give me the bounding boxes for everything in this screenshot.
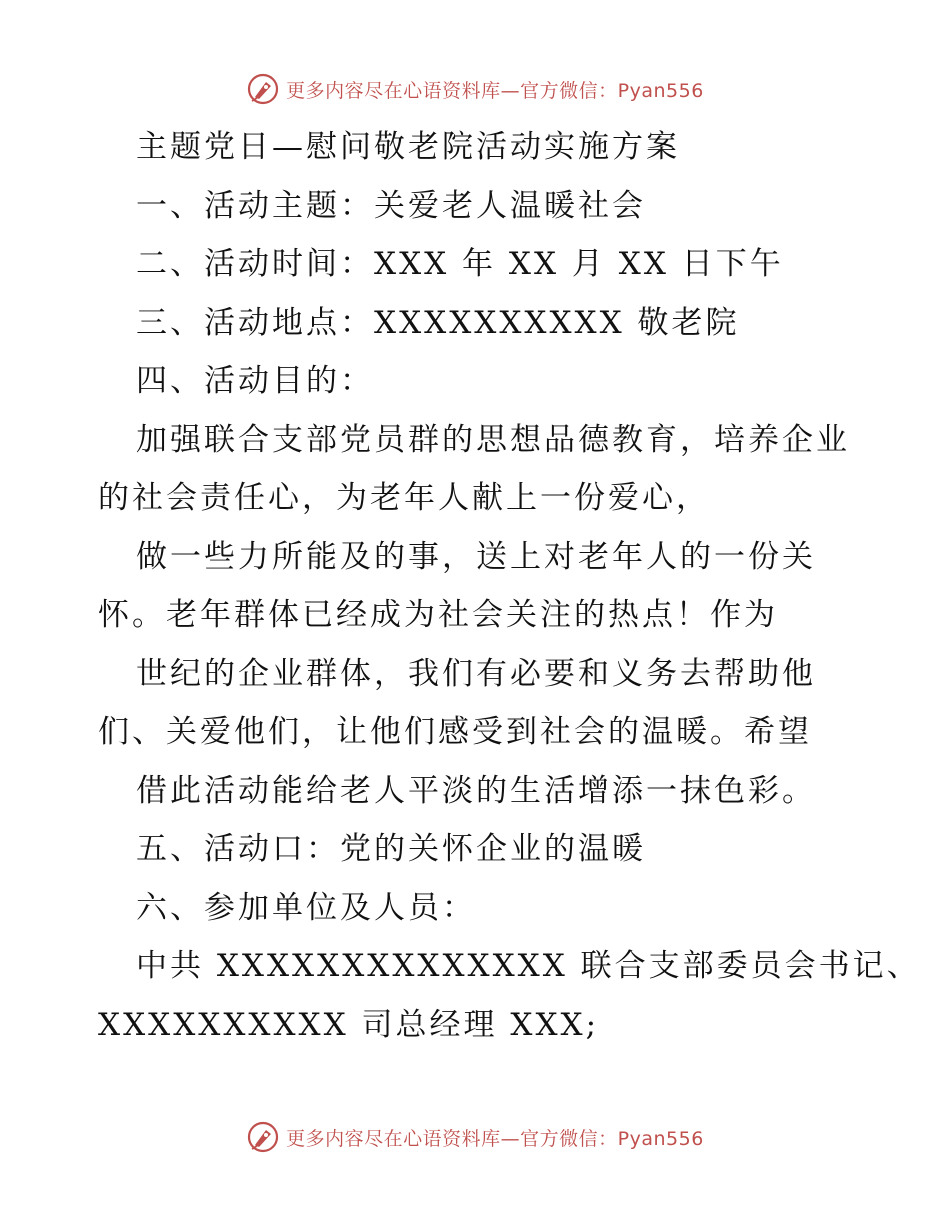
document-body: [98, 118, 921, 1054]
header-banner: [0, 72, 950, 106]
pen-nib-logo-icon: [246, 72, 280, 106]
footer-banner-text: 更多内容尽在心语资料库—官方微信：Pyan556: [286, 1127, 704, 1150]
section-time: 二、活动时间：XXX 年 XX 月 XX 日下午: [136, 246, 784, 282]
section-slogan: 五、活动口：党的关怀企业的温暖: [136, 831, 646, 867]
section-theme: 一、活动主题：关爱老人温暖社会: [136, 187, 646, 224]
footer-banner: [0, 1120, 950, 1154]
paragraph-line: 借此活动能给老人平淡的生活增添一抹色彩。: [136, 772, 816, 809]
paragraph-line: 中共 XXXXXXXXXXXXXX 联合支部委员会书记、: [136, 948, 921, 984]
paragraph-line: 的社会责任心，为老年人献上一份爱心，: [98, 480, 710, 516]
paragraph-line: 做一些力所能及的事，送上对老年人的一份关: [136, 538, 816, 575]
paragraph-line: 加强联合支部党员群的思想品德教育，培养企业: [136, 421, 850, 458]
document-title: 主题党日—慰问敬老院活动实施方案: [136, 129, 680, 165]
pen-nib-logo-icon: [246, 1120, 280, 1154]
paragraph-line: 世纪的企业群体，我们有必要和义务去帮助他: [136, 655, 816, 692]
paragraph-line: XXXXXXXXXX 司总经理 XXX;: [98, 1006, 600, 1043]
section-location: 三、活动地点：XXXXXXXXXX 敬老院: [136, 304, 740, 341]
section-purpose-heading: 四、活动目的：: [136, 363, 374, 399]
paragraph-line: 们、关爱他们，让他们感受到社会的温暖。希望: [98, 714, 812, 750]
paragraph-line: 怀。老年群体已经成为社会关注的热点！作为: [98, 597, 778, 633]
header-banner-text: 更多内容尽在心语资料库—官方微信：Pyan556: [286, 79, 704, 102]
section-participants-heading: 六、参加单位及人员：: [136, 889, 476, 926]
